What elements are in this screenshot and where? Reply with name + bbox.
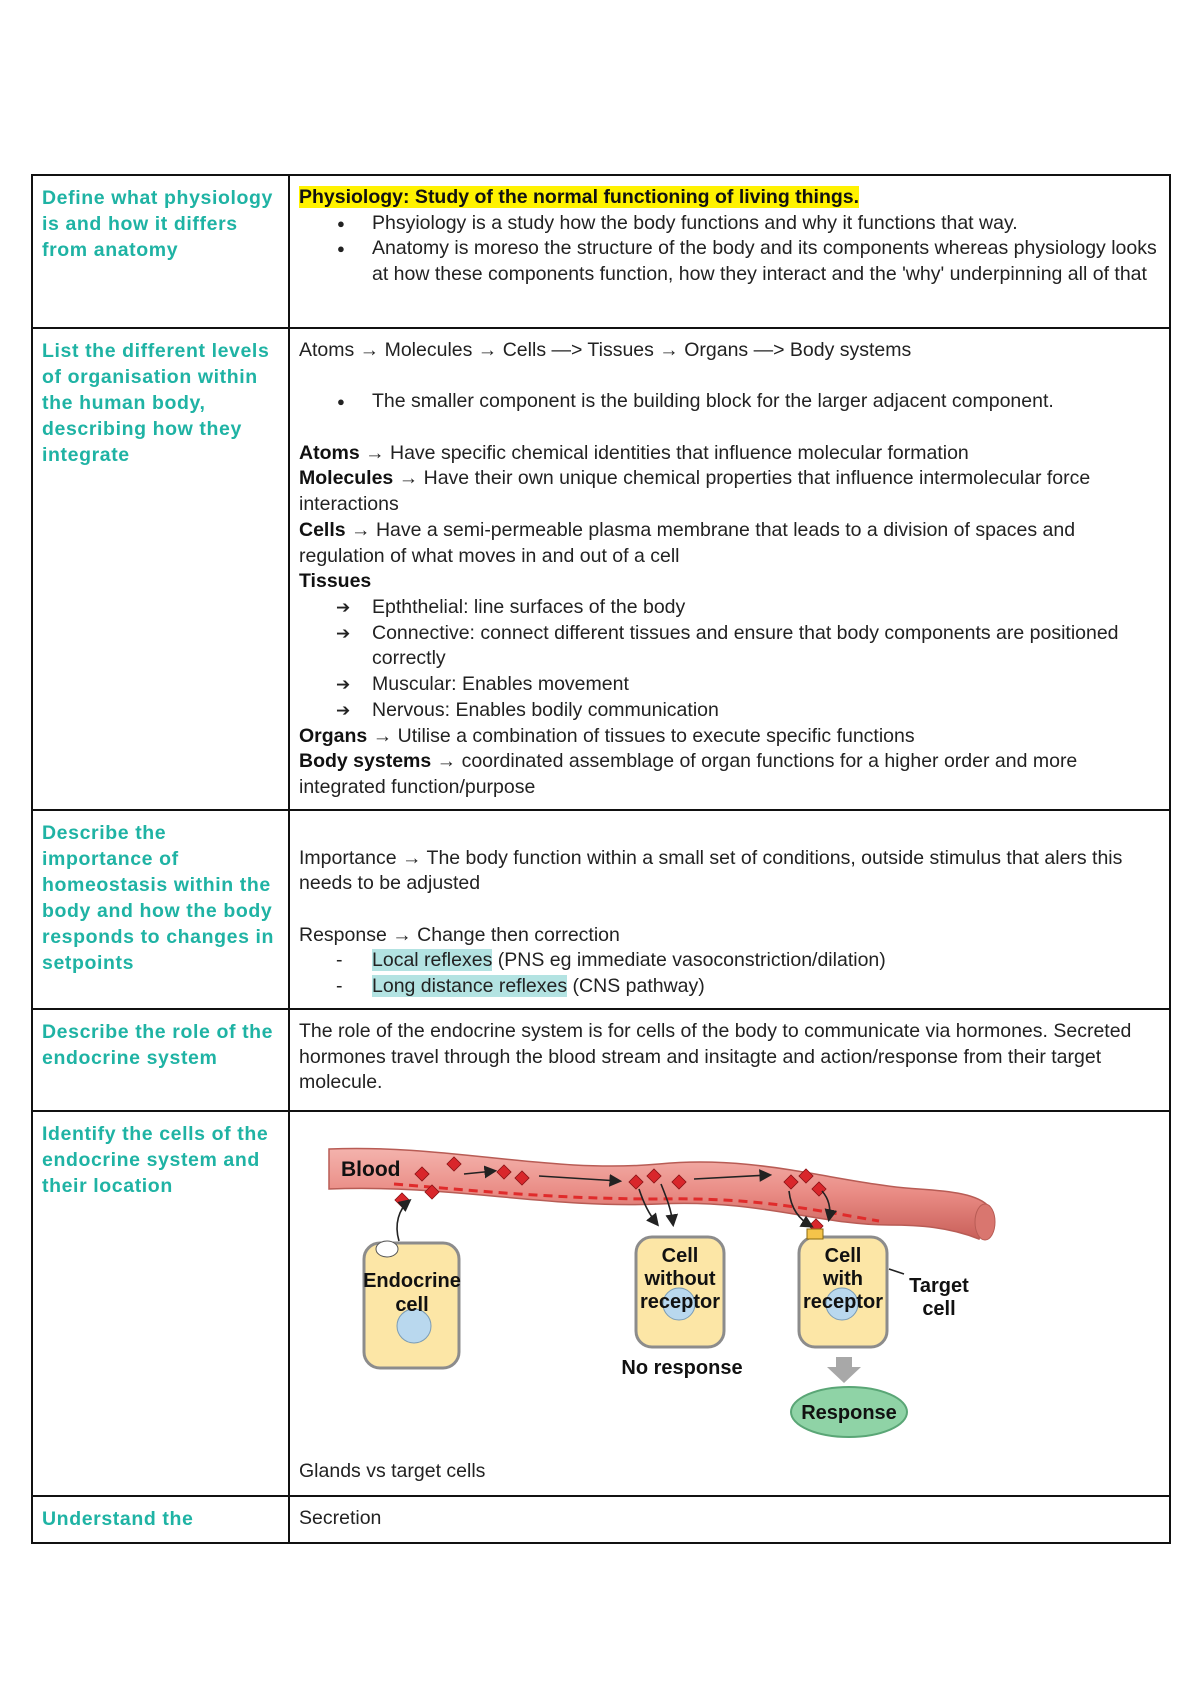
with-receptor-label-3: receptor <box>802 1291 884 1313</box>
answer-cell <box>289 328 1170 810</box>
table-row <box>32 1111 1170 1496</box>
list-item: ➔ Nervous: Enables bodily communication <box>372 698 1160 724</box>
endocrine-label-1: Endocrine <box>363 1270 461 1292</box>
target-label-2: cell <box>922 1298 956 1320</box>
bullet-list <box>299 389 1160 415</box>
level-entry <box>299 466 1160 517</box>
question-cell: Describe the importance of homeostasis within the body and how the body responds to changes in setpoints <box>32 810 289 1009</box>
answer-cell: The role of the endocrine system is for cells of the body to communicate via hormones. Secreted hormones travel through the blood stream and insitagte and action/response from their target molecule. <box>289 1009 1170 1111</box>
tissues-label: Tissues <box>299 570 372 593</box>
answer-cell: Secretion <box>289 1496 1170 1543</box>
organisation-chain: Atoms → Molecules → Cells —> Tissues → Organs —> Body systems <box>299 339 912 361</box>
no-receptor-label-3: receptor <box>639 1291 721 1313</box>
table-row <box>32 328 1170 810</box>
no-receptor-label-1: Cell <box>661 1245 699 1267</box>
table-row <box>32 810 1170 1009</box>
level-term: Body systems <box>299 750 432 773</box>
level-term: Atoms <box>299 441 360 464</box>
reflex-list <box>299 948 1160 999</box>
hormone-icon <box>395 1193 409 1207</box>
question-cell: Understand the <box>32 1496 289 1543</box>
down-arrow-icon <box>827 1357 861 1383</box>
level-term: Cells <box>299 518 346 541</box>
blood-label: Blood <box>341 1158 401 1181</box>
bullet-list <box>299 211 1160 288</box>
table-row <box>32 1009 1170 1111</box>
answer-cell <box>289 810 1170 1009</box>
list-item <box>372 974 1160 1000</box>
question-cell: List the different levels of organisation within the human body, describing how they integrate <box>32 328 289 810</box>
list-item <box>372 948 1160 974</box>
level-text: → Have their own unique chemical properties that influence intermolecular force interactions <box>299 467 1091 516</box>
reflex-highlight: Long distance reflexes <box>372 975 568 998</box>
target-label-1: Target <box>909 1275 969 1297</box>
list-item: ● Phsyiology is a study how the body functions and why it functions that way. <box>372 211 1160 237</box>
receptor-icon <box>807 1229 823 1239</box>
response-label: Response <box>801 1402 897 1424</box>
secretory-vesicle <box>376 1241 398 1257</box>
cell-without-receptor <box>636 1237 724 1347</box>
reflex-detail: (CNS pathway) <box>567 975 705 998</box>
answer-cell <box>289 1111 1170 1496</box>
endocrine-cell <box>363 1241 461 1368</box>
with-receptor-label-2: with <box>823 1268 863 1290</box>
level-term: Molecules <box>299 467 394 490</box>
vessel-opening <box>975 1204 995 1240</box>
level-entry <box>299 518 1160 569</box>
list-item: ● Anatomy is moreso the structure of the body and its components whereas physiology looks at how these components function, how they interact and the 'why' underpinning all of that <box>372 236 1160 287</box>
level-entry <box>299 724 1160 750</box>
question-cell: Define what physiology is and how it differs from anatomy <box>32 175 289 328</box>
table-row <box>32 1496 1170 1543</box>
level-text: → Have specific chemical identities that influence molecular formation <box>359 441 969 464</box>
no-receptor-label-2: without <box>644 1268 716 1290</box>
question-cell: Describe the role of the endocrine system <box>32 1009 289 1111</box>
list-item: ● The smaller component is the building block for the larger adjacent component. <box>372 389 1160 415</box>
table-row <box>32 175 1170 328</box>
level-text: → coordinated assemblage of organ functions for a higher order and more integrated function/purpose <box>299 750 1078 798</box>
answer-cell <box>289 175 1170 328</box>
definition-highlight: Physiology: Study of the normal functioning of living things. <box>299 186 860 208</box>
question-cell: Identify the cells of the endocrine system and their location <box>32 1111 289 1496</box>
level-text: → Have a semi-permeable plasma membrane that leads to a division of spaces and regulation of what moves in and out of a cell <box>299 518 1076 567</box>
level-entry <box>299 749 1160 800</box>
reflex-highlight: Local reflexes <box>372 949 493 972</box>
flow-arrow <box>397 1201 409 1241</box>
endocrine-label-2: cell <box>395 1294 429 1316</box>
level-term: Organs <box>299 724 368 747</box>
diagram-caption: Glands vs target cells <box>299 1460 486 1482</box>
notes-table <box>31 174 1171 1544</box>
list-item: ➔ Epththelial: line surfaces of the body <box>372 595 1160 621</box>
no-response-label: No response <box>621 1357 743 1379</box>
with-receptor-label-1: Cell <box>824 1245 862 1267</box>
importance-text: Importance → The body function within a small set of conditions, outside stimulus that alers this needs to be adjusted <box>299 846 1123 895</box>
target-pointer <box>889 1269 904 1274</box>
level-text: → Utilise a combination of tissues to execute specific functions <box>367 724 915 747</box>
endocrine-diagram <box>299 1129 999 1459</box>
tissue-list <box>299 595 1160 724</box>
cell-with-receptor <box>799 1229 887 1347</box>
level-entry <box>299 441 1160 467</box>
response-text: Response → Change then correction <box>299 923 620 946</box>
reflex-detail: (PNS eg immediate vasoconstriction/dilation) <box>492 949 886 972</box>
list-item: ➔ Connective: connect different tissues and ensure that body components are positioned correctly <box>372 621 1160 672</box>
list-item: ➔ Muscular: Enables movement <box>372 672 1160 698</box>
